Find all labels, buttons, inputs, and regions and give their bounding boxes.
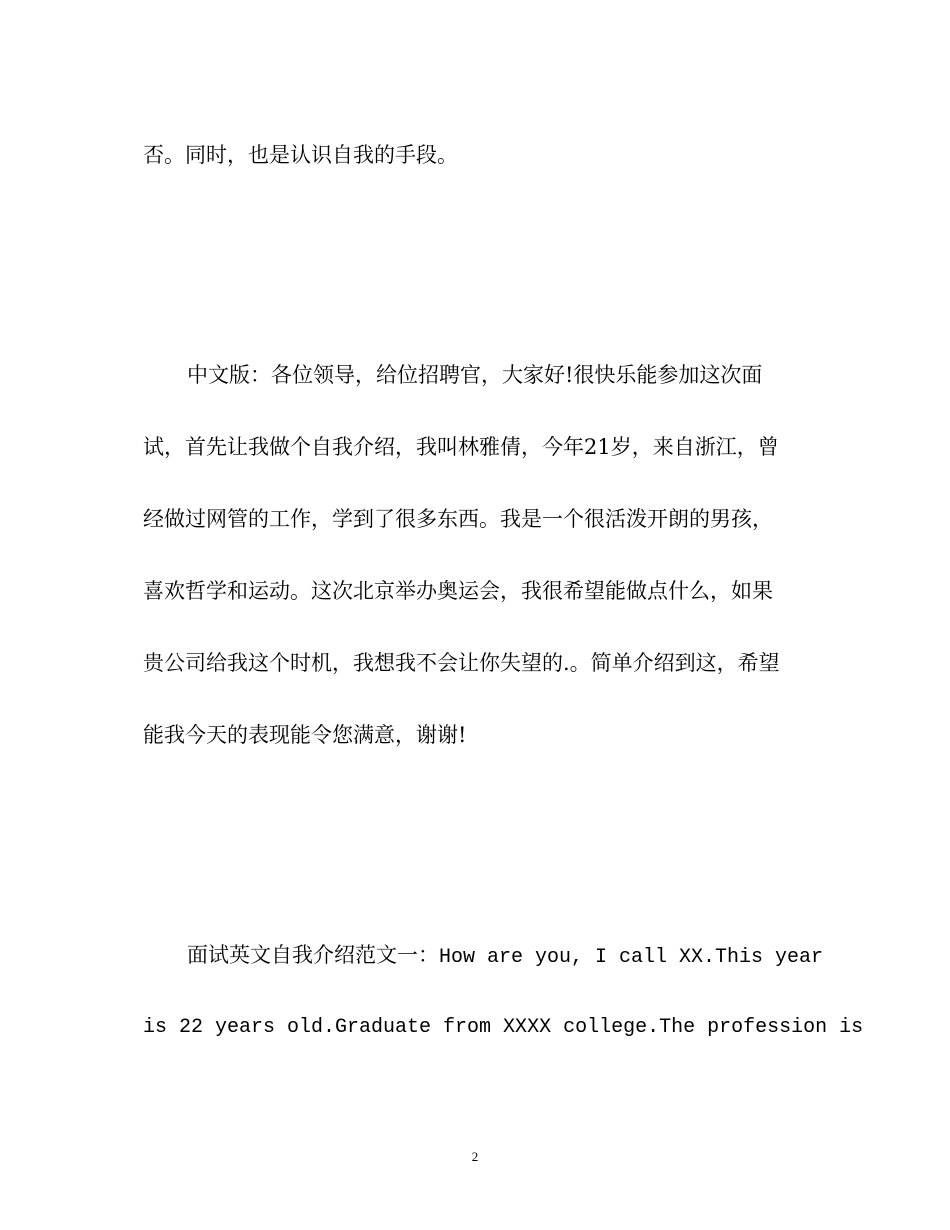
chinese-paragraph-line-1: 中文版：各位领导，给位招聘官，大家好!很快乐能参加这次面 [187,363,763,387]
chinese-paragraph-line-6: 能我今天的表现能令您满意，谢谢! [143,723,467,747]
english-heading-label: 面试英文自我介绍范文一： [187,943,439,967]
page-number: 2 [471,1149,479,1164]
english-paragraph-line-2: is 22 years old.Graduate from XXXX college.The profession is [143,1016,864,1039]
english-greeting-text: How are you, I call XX.This year [439,946,824,969]
chinese-paragraph-line-3: 经做过网管的工作，学到了很多东西。我是一个很活泼开朗的男孩， [143,507,773,531]
chinese-paragraph-line-2: 试，首先让我做个自我介绍，我叫林雅倩，今年21岁，来自浙江，曾 [143,435,779,459]
chinese-paragraph-line-4: 喜欢哲学和运动。这次北京举办奥运会，我很希望能做点什么，如果 [143,579,773,603]
chinese-paragraph-line-5: 贵公司给我这个时机，我想我不会让你失望的.。简单介绍到这，希望 [143,651,780,675]
intro-tail-text: 否。同时，也是认识自我的手段。 [143,143,458,167]
english-paragraph-line-1 [187,941,857,972]
